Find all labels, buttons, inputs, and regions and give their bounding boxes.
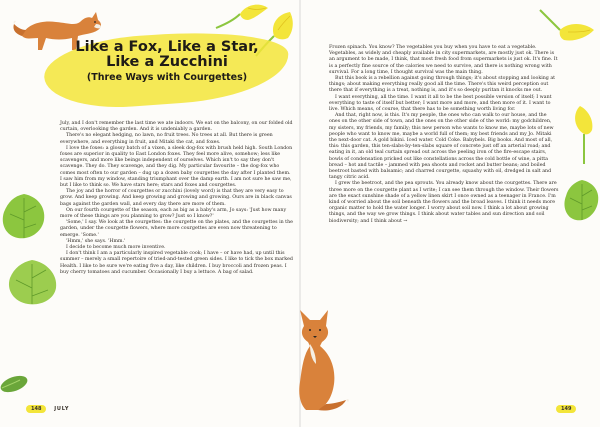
running-head: JULY <box>54 406 70 412</box>
paragraph: 'Hmm,' she says. 'Hmm.' <box>66 238 126 244</box>
paragraph: There's no elegant hedging, no lawn, no fruit trees. No trees at all. But there is green everywhere, and everything in fruit, and Mitaki the cat, and foxes. <box>60 133 273 145</box>
courgette-leaf-illustration <box>4 256 60 308</box>
courgette-leaf-illustration <box>0 190 48 242</box>
paragraph: July, and I don't remember the last time we ate indoors. We eat on the balcony, on our folded old curtain, overlooking the garden. And it is undeniably a garden. <box>60 121 293 133</box>
page-number: 149 <box>556 405 576 413</box>
paragraph: I want everything, all the time. I want it all to be the best possible version of itself; I want everything to taste of itself but better; I want more and more, and then more of it. I want to live. Which means, of course, that there has to be something worth living for. <box>329 94 552 113</box>
zucchini-illustration <box>0 372 30 396</box>
paragraph: I grew the beetroot, and the pea sprouts. You already know about the courgettes. There are three more on the courgette plant as I write; I can see them through the window. Their flowers are the exact sunshine shade of a yellow linen skirt I once owned as a teenager in France. I'm kind of worried about the soil beneath the flowers and the broad leaves. I think it needs more organic matter to hold the water longer. I worry about soil now. I think a lot about growing things, and the way we grow things. I think about water tables and sun direction and soil biodiversity; and I think about → <box>329 181 559 224</box>
paragraph: On our fourth courgette of the season, each as big as a baby's arm, Jo says: 'Just how many more of these things are you planning to grow? Just so I know?' <box>60 207 287 220</box>
paragraph: Frozen spinach. You know? The vegetables you buy when you have to eat a vegetable. Vegetables, as widely and cheaply available in city supermarkets, are mostly just ok. There is an argument to be made, I think, that most fresh food from supermarkets is just ok. It's fine. It is a perfectly fine source of the calories we need to survive, and there is nothing wrong with survival. For a long time, I thought survival was the main thing. <box>329 45 558 75</box>
left-page-text <box>60 121 293 276</box>
paragraph: The joy and the horror of courgettes or zucchini (lovely word) is that they are very easy to grow. And keep growing. And keep growing and growing and growing. Ours are in black canvas bags against the garden wall, and every day there are more of them. <box>60 189 292 207</box>
paragraph: I love the foxes: a glossy batch of a vixen, a sleek dog-fox with brush held high. South London foxes are superior in quality to East London foxes. They feel more alive, somehow; less like scavengers, and more like beings independent of ourselves. Which isn't to say they don't scavenge. They do. They scavenge, and they dig. My particular favourite – the dog-fox who comes most often to our garden – dug up a dozen baby courgettes the day after I planted them. I saw him from my window, standing triumphant over the damp earth. I am not sure he saw me, but I like to think so. We have stars here; stars and foxes and courgettes. <box>60 145 293 189</box>
courgette-flower-illustration <box>566 104 600 164</box>
sitting-fox-illustration <box>282 306 352 416</box>
right-page-text <box>329 45 559 225</box>
title-line-2: Like a Zucchini <box>106 54 228 70</box>
page-number: 148 <box>26 405 46 413</box>
courgette-leaf-illustration <box>562 176 600 224</box>
paragraph: 'Some,' I say. We look at the courgettes: the courgette on the plates, and the courgettes in the garden, under the courgette flowers, where more courgettes are even now threatening to emerge. 'Some.' <box>60 220 293 238</box>
right-page-footer <box>556 405 582 413</box>
paragraph: But this book is a rebellion against going through things; it's about stopping and looking at things; about making everything really good all the time. There's this weird perception out there that if everything is a treat, nothing is, and it's so deeply puritan it knocks me out. <box>329 76 556 94</box>
left-page-footer <box>26 405 69 413</box>
paragraph: I decide to become much more inventive. <box>66 245 166 251</box>
title-subtitle: (Three Ways with Courgettes) <box>86 72 248 83</box>
paragraph: I don't think I am a particularly inspired vegetable cook; I have – or have had, up until this summer – merely a small repertoire of tried-and-tested green sides. I like to tick the box marked Health. I like to be sure we're eating five a day, like children. I buy broccoli and frozen peas. I buy cherry tomatoes and cucumber. Occasionally I buy a lettuce. A bag of salad. <box>60 251 293 275</box>
paragraph: And that, right now, is this. It's my people, the ones who can walk to our house, and the ones on the other side of town, and the ones on the other side of the world: my godchildren, my sisters, my friends, my family; this new person who wants to know me, maybe lots of new people who want to know me, maybe a world full of them; my best friends and my Jo. Mitaki the next-door cat. A gold bikini. Iced water. Cold Coke. Babybels. Big books. And most of all, this: this garden, this ten-slabs-by-ten-slabs square of concrete just off an arterial road; and eating in it, an old teal curtain spread out across the peeling iron of the fire-escape stairs, bowls of condensation pricked out like constellations across the cold bottle of wine, a pitta bread – hot and tactile – jammed with pea shoots and rocket and butter beans; and boiled beetroot basted with balsamic; and charred courgette, squashy with oil, dredged in salt and tangy citric acid. <box>329 113 554 181</box>
chapter-title <box>62 40 272 84</box>
title-line-1: Like a Fox, Like a Star, <box>75 39 259 55</box>
